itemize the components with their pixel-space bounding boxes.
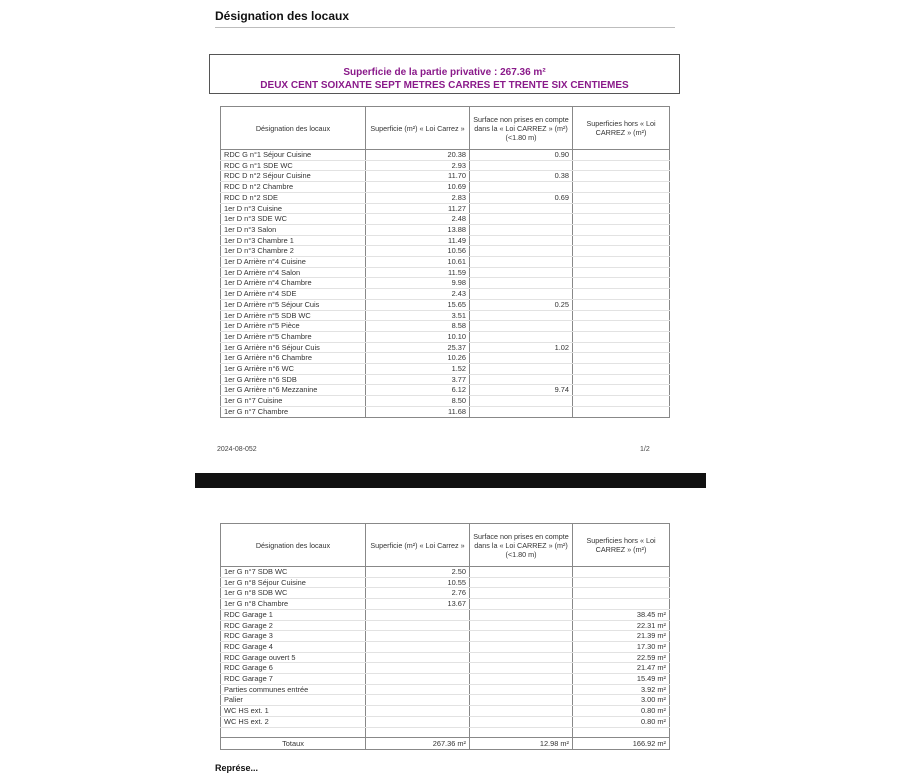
cell-designation: WC HS ext. 1 (221, 706, 366, 717)
cell-superficie: 1.52 (366, 364, 470, 375)
cell-hors (573, 214, 670, 225)
table-row (221, 588, 670, 599)
table-row (221, 716, 670, 727)
cell-non-prises: 0.90 (470, 150, 573, 161)
cell-designation: RDC Garage 6 (221, 663, 366, 674)
cell-non-prises (470, 278, 573, 289)
cell-non-prises (470, 203, 573, 214)
cell-hors: 22.31 m² (573, 620, 670, 631)
cell-hors (573, 353, 670, 364)
cell-designation: Parties communes entrée (221, 684, 366, 695)
cell-designation: RDC G n°1 SDE WC (221, 160, 366, 171)
cell-superficie: 10.56 (366, 246, 470, 257)
cell-non-prises (470, 353, 573, 364)
cell-superficie (366, 641, 470, 652)
cell-superficie: 11.49 (366, 235, 470, 246)
table-row (221, 577, 670, 588)
cell-hors: 17.30 m² (573, 641, 670, 652)
table-row (221, 374, 670, 385)
page-separator (195, 473, 706, 488)
cell-non-prises: 0.69 (470, 192, 573, 203)
footer-date: 2024-08-052 (217, 446, 257, 453)
cell-non-prises (470, 727, 573, 738)
totals-non-prises: 12.98 m² (470, 738, 573, 750)
cell-hors: 3.92 m² (573, 684, 670, 695)
cell-superficie: 8.58 (366, 321, 470, 332)
cell-superficie: 10.61 (366, 257, 470, 268)
cell-superficie: 11.68 (366, 406, 470, 417)
cell-non-prises: 9.74 (470, 385, 573, 396)
next-section-heading: Représe... (215, 763, 259, 773)
cell-hors: 0.80 m² (573, 716, 670, 727)
document-page-2 (195, 489, 706, 773)
table-row (221, 599, 670, 610)
cell-designation: WC HS ext. 2 (221, 716, 366, 727)
cell-superficie: 10.26 (366, 353, 470, 364)
cell-designation: RDC Garage 2 (221, 620, 366, 631)
cell-designation: RDC D n°2 Chambre (221, 182, 366, 193)
table-row (221, 674, 670, 685)
cell-designation: RDC Garage 7 (221, 674, 366, 685)
cell-superficie: 11.27 (366, 203, 470, 214)
cell-hors (573, 235, 670, 246)
header-non-prises: Surface non prises en compte dans la « Loi CARREZ » (m²) (<1.80 m) (470, 524, 573, 567)
cell-designation: 1er D n°3 Chambre 2 (221, 246, 366, 257)
cell-hors (573, 396, 670, 407)
table-row (221, 171, 670, 182)
table-row (221, 342, 670, 353)
cell-non-prises (470, 224, 573, 235)
table-row (221, 364, 670, 375)
table-row (221, 406, 670, 417)
cell-non-prises (470, 695, 573, 706)
rooms-table-1 (220, 106, 670, 418)
cell-superficie: 2.83 (366, 192, 470, 203)
cell-hors (573, 406, 670, 417)
table-row (221, 331, 670, 342)
table-row (221, 246, 670, 257)
cell-designation: 1er G Arrière n°6 Mezzanine (221, 385, 366, 396)
cell-designation: 1er D Arrière n°5 Chambre (221, 331, 366, 342)
cell-hors (573, 299, 670, 310)
cell-non-prises (470, 663, 573, 674)
cell-designation: 1er D n°3 Chambre 1 (221, 235, 366, 246)
totals-hors: 166.92 m² (573, 738, 670, 750)
cell-non-prises (470, 331, 573, 342)
table-row (221, 609, 670, 620)
cell-hors: 22.59 m² (573, 652, 670, 663)
cell-hors: 38.45 m² (573, 609, 670, 620)
cell-superficie: 2.48 (366, 214, 470, 225)
table-row (221, 353, 670, 364)
cell-designation: 1er D n°3 Salon (221, 224, 366, 235)
cell-designation: 1er G n°7 SDB WC (221, 567, 366, 578)
cell-superficie (366, 652, 470, 663)
cell-designation: 1er D Arrière n°5 SDB WC (221, 310, 366, 321)
table-row (221, 267, 670, 278)
table-row (221, 706, 670, 717)
cell-non-prises (470, 706, 573, 717)
cell-hors: 3.00 m² (573, 695, 670, 706)
cell-hors (573, 289, 670, 300)
table-row (221, 567, 670, 578)
cell-superficie: 3.51 (366, 310, 470, 321)
section-title: Désignation des locaux (215, 9, 675, 28)
cell-hors (573, 364, 670, 375)
cell-designation: 1er D n°3 SDE WC (221, 214, 366, 225)
cell-hors (573, 374, 670, 385)
cell-superficie: 8.50 (366, 396, 470, 407)
cell-hors (573, 331, 670, 342)
cell-designation: 1er D Arrière n°5 Séjour Cuis (221, 299, 366, 310)
cell-hors (573, 577, 670, 588)
cell-non-prises (470, 396, 573, 407)
cell-designation: 1er G n°7 Chambre (221, 406, 366, 417)
cell-hors (573, 150, 670, 161)
cell-hors (573, 246, 670, 257)
cell-superficie: 10.69 (366, 182, 470, 193)
cell-hors (573, 588, 670, 599)
cell-hors: 0.80 m² (573, 706, 670, 717)
cell-non-prises (470, 321, 573, 332)
table-row (221, 182, 670, 193)
cell-non-prises (470, 374, 573, 385)
cell-non-prises (470, 577, 573, 588)
cell-non-prises (470, 588, 573, 599)
cell-superficie (366, 695, 470, 706)
cell-superficie (366, 684, 470, 695)
cell-designation: 1er G n°8 SDB WC (221, 588, 366, 599)
cell-non-prises (470, 631, 573, 642)
cell-designation: 1er G n°7 Cuisine (221, 396, 366, 407)
cell-non-prises (470, 620, 573, 631)
table-row (221, 203, 670, 214)
table-row (221, 684, 670, 695)
cell-superficie: 2.50 (366, 567, 470, 578)
cell-non-prises (470, 567, 573, 578)
table-row (221, 620, 670, 631)
cell-designation: 1er D Arrière n°4 Chambre (221, 278, 366, 289)
cell-hors (573, 160, 670, 171)
cell-hors (573, 257, 670, 268)
cell-hors (573, 278, 670, 289)
cell-hors: 15.49 m² (573, 674, 670, 685)
cell-non-prises (470, 267, 573, 278)
cell-superficie: 10.55 (366, 577, 470, 588)
cell-non-prises (470, 182, 573, 193)
cell-non-prises (470, 684, 573, 695)
table-row (221, 150, 670, 161)
cell-designation: RDC Garage 4 (221, 641, 366, 652)
cell-non-prises (470, 246, 573, 257)
cell-designation: RDC Garage 3 (221, 631, 366, 642)
cell-non-prises (470, 160, 573, 171)
header-designation: Désignation des locaux (221, 524, 366, 567)
cell-hors: 21.39 m² (573, 631, 670, 642)
cell-hors: 21.47 m² (573, 663, 670, 674)
cell-designation: RDC D n°2 SDE (221, 192, 366, 203)
cell-non-prises (470, 235, 573, 246)
table-row (221, 631, 670, 642)
cell-designation: 1er D Arrière n°4 Salon (221, 267, 366, 278)
table-row (221, 160, 670, 171)
table-row (221, 727, 670, 738)
cell-superficie (366, 620, 470, 631)
cell-hors (573, 267, 670, 278)
cell-superficie: 20.38 (366, 150, 470, 161)
rooms-table-2 (220, 523, 670, 750)
table-row (221, 299, 670, 310)
table-row (221, 224, 670, 235)
header-hors: Superficies hors « Loi CARREZ » (m²) (573, 107, 670, 150)
cell-designation: 1er G n°8 Chambre (221, 599, 366, 610)
cell-superficie: 13.88 (366, 224, 470, 235)
cell-superficie (366, 663, 470, 674)
table-row (221, 695, 670, 706)
table-row (221, 192, 670, 203)
cell-designation (221, 727, 366, 738)
document-page-1 (195, 0, 706, 472)
table-row (221, 257, 670, 268)
cell-non-prises (470, 310, 573, 321)
cell-non-prises: 0.25 (470, 299, 573, 310)
table-header-row (221, 524, 670, 567)
cell-superficie: 3.77 (366, 374, 470, 385)
cell-superficie: 11.70 (366, 171, 470, 182)
cell-hors (573, 310, 670, 321)
cell-non-prises (470, 641, 573, 652)
header-hors: Superficies hors « Loi CARREZ » (m²) (573, 524, 670, 567)
cell-hors (573, 224, 670, 235)
cell-designation: RDC Garage 1 (221, 609, 366, 620)
table-header-row (221, 107, 670, 150)
footer-page-number: 1/2 (640, 446, 650, 453)
cell-superficie: 2.76 (366, 588, 470, 599)
header-designation: Désignation des locaux (221, 107, 366, 150)
table-row (221, 663, 670, 674)
cell-hors (573, 342, 670, 353)
table-row (221, 235, 670, 246)
table-row (221, 321, 670, 332)
table-row (221, 385, 670, 396)
totals-superficie: 267.36 m² (366, 738, 470, 750)
header-non-prises: Surface non prises en compte dans la « Loi CARREZ » (m²) (<1.80 m) (470, 107, 573, 150)
cell-non-prises (470, 289, 573, 300)
summary-line-2: DEUX CENT SOIXANTE SEPT METRES CARRES ET TRENTE SIX CENTIEMES (260, 80, 629, 91)
cell-designation: 1er G Arrière n°6 Chambre (221, 353, 366, 364)
cell-designation: 1er D Arrière n°5 Pièce (221, 321, 366, 332)
totals-row (221, 738, 670, 750)
cell-hors (573, 171, 670, 182)
cell-non-prises (470, 406, 573, 417)
cell-non-prises (470, 599, 573, 610)
cell-hors (573, 727, 670, 738)
cell-superficie: 11.59 (366, 267, 470, 278)
cell-designation: 1er D Arrière n°4 Cuisine (221, 257, 366, 268)
cell-hors (573, 321, 670, 332)
cell-designation: RDC D n°2 Séjour Cuisine (221, 171, 366, 182)
cell-hors (573, 182, 670, 193)
cell-superficie (366, 727, 470, 738)
cell-hors (573, 192, 670, 203)
cell-non-prises (470, 364, 573, 375)
table-row (221, 652, 670, 663)
cell-designation: 1er G Arrière n°6 Séjour Cuis (221, 342, 366, 353)
cell-superficie: 2.93 (366, 160, 470, 171)
header-superficie: Superficie (m²) « Loi Carrez » (366, 524, 470, 567)
cell-superficie (366, 609, 470, 620)
summary-line-1: Superficie de la partie privative : 267.36 m² (343, 67, 546, 78)
table-row (221, 641, 670, 652)
table-row (221, 214, 670, 225)
table-row (221, 396, 670, 407)
cell-superficie (366, 631, 470, 642)
cell-designation: Palier (221, 695, 366, 706)
cell-non-prises: 0.38 (470, 171, 573, 182)
cell-designation: 1er G n°8 Séjour Cuisine (221, 577, 366, 588)
summary-box (209, 54, 680, 94)
cell-designation: 1er D n°3 Cuisine (221, 203, 366, 214)
cell-designation: RDC G n°1 Séjour Cuisine (221, 150, 366, 161)
cell-superficie: 10.10 (366, 331, 470, 342)
cell-non-prises (470, 214, 573, 225)
table-row (221, 278, 670, 289)
cell-non-prises: 1.02 (470, 342, 573, 353)
cell-superficie: 9.98 (366, 278, 470, 289)
cell-designation: 1er G Arrière n°6 WC (221, 364, 366, 375)
cell-designation: RDC Garage ouvert 5 (221, 652, 366, 663)
cell-superficie: 15.65 (366, 299, 470, 310)
cell-hors (573, 567, 670, 578)
cell-designation: 1er D Arrière n°4 SDE (221, 289, 366, 300)
table-row (221, 289, 670, 300)
cell-superficie: 6.12 (366, 385, 470, 396)
totals-label: Totaux (221, 738, 366, 750)
cell-superficie (366, 716, 470, 727)
cell-superficie (366, 706, 470, 717)
cell-superficie: 2.43 (366, 289, 470, 300)
cell-non-prises (470, 652, 573, 663)
cell-non-prises (470, 674, 573, 685)
cell-superficie: 25.37 (366, 342, 470, 353)
cell-non-prises (470, 716, 573, 727)
header-superficie: Superficie (m²) « Loi Carrez » (366, 107, 470, 150)
cell-hors (573, 599, 670, 610)
cell-hors (573, 385, 670, 396)
cell-designation: 1er G Arrière n°6 SDB (221, 374, 366, 385)
cell-hors (573, 203, 670, 214)
cell-superficie: 13.67 (366, 599, 470, 610)
cell-non-prises (470, 257, 573, 268)
table-row (221, 310, 670, 321)
cell-superficie (366, 674, 470, 685)
cell-non-prises (470, 609, 573, 620)
